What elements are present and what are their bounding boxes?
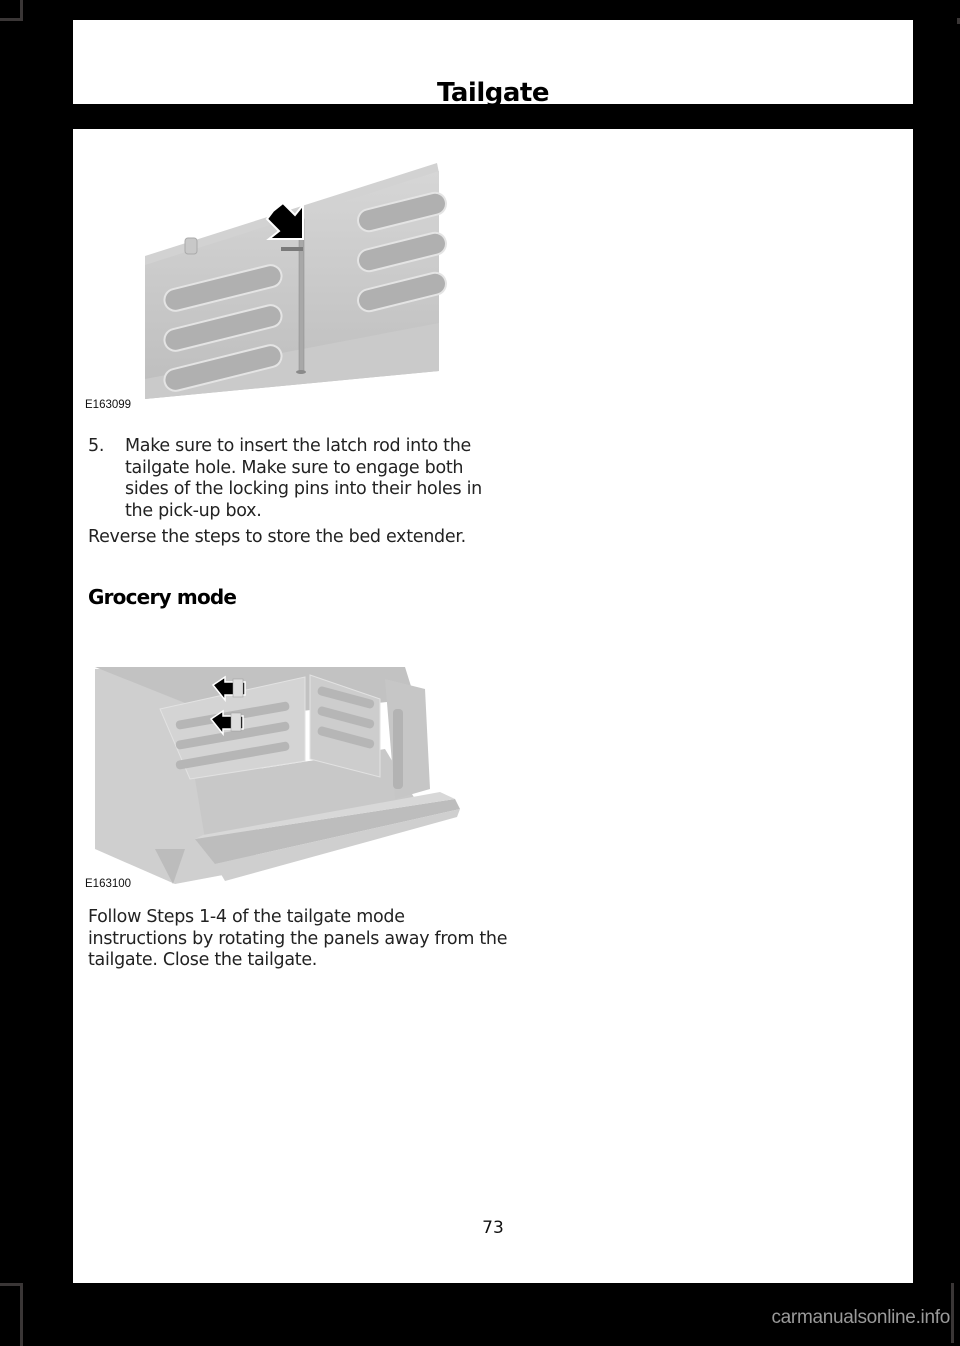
reverse-steps-text: Reverse the steps to store the bed extender. <box>88 527 466 547</box>
latch-rod-illustration <box>85 143 465 405</box>
page-title: Tailgate <box>437 78 549 108</box>
page-number: 73 <box>482 1218 504 1238</box>
step-number: 5. <box>88 436 105 456</box>
figure-latch-rod <box>85 143 465 411</box>
page-content <box>73 129 913 1283</box>
figure-grocery-mode <box>85 649 485 894</box>
crop-mark-bottom-right <box>951 1283 954 1343</box>
figure-id-label: E163099 <box>85 399 132 411</box>
grocery-mode-text: Follow Steps 1-4 of the tailgate mode instructions by rotating the panels away from the tailgate. Close the tailgate. <box>88 907 508 970</box>
page-header <box>73 20 913 108</box>
section-heading: Grocery mode <box>88 585 237 609</box>
step-text: Make sure to insert the latch rod into the tailgate hole. Make sure to engage both sides of the locking pins into their holes in the pick-up box. <box>125 436 482 521</box>
instruction-step <box>88 436 508 522</box>
watermark: carmanualsonline.info <box>771 1307 950 1328</box>
figure-id-label: E163100 <box>85 878 132 890</box>
grocery-mode-illustration <box>85 649 485 894</box>
crop-mark-top-left <box>0 0 23 21</box>
